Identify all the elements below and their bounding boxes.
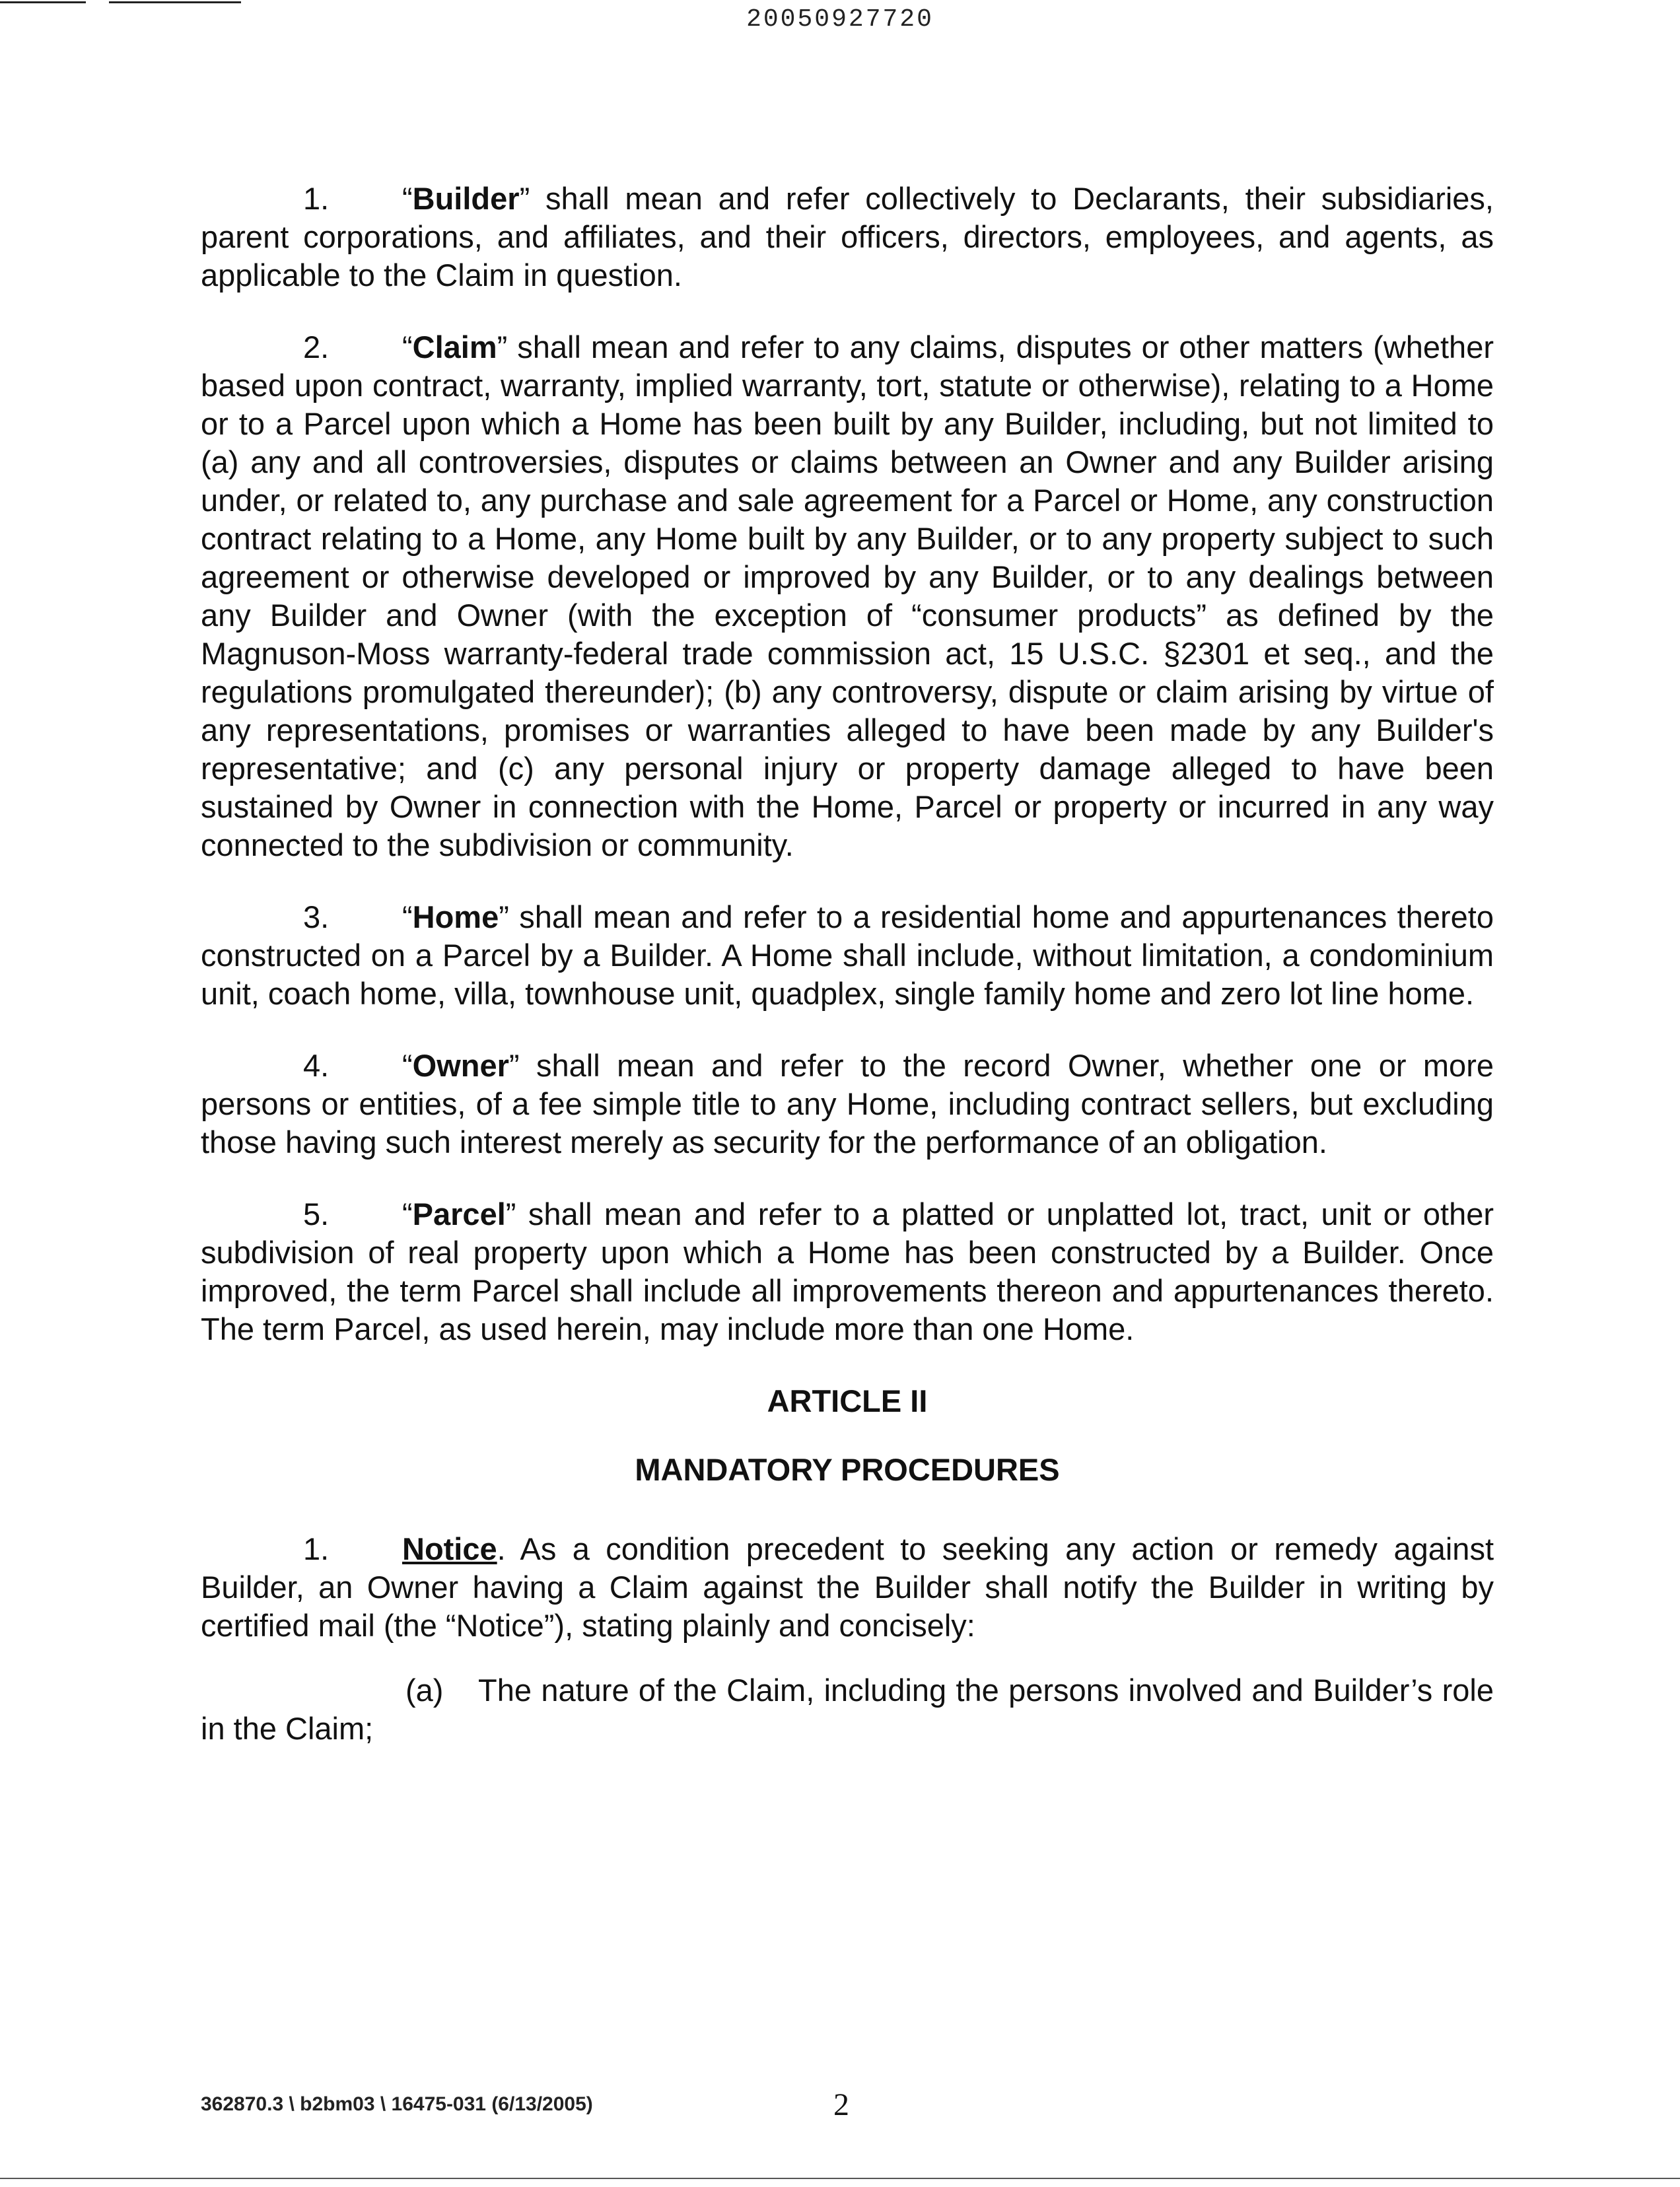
subparagraph-text: The nature of the Claim, including the persons involved and Builder’s role in the Claim; xyxy=(201,1673,1494,1746)
defined-term: Builder xyxy=(412,181,520,216)
definition-text: shall mean and refer to a residential home and appurtenances thereto constructed on a Parcel by a Builder. A Home shall include, without limitation, a condominium unit, coach home, villa, townhouse unit, quadplex, single family home and zero lot line home. xyxy=(201,899,1494,1011)
article-heading: ARTICLE II xyxy=(767,1383,928,1418)
definition-text: shall mean and refer to any claims, disputes or other matters (whether based upon contract, warranty, implied warranty, tort, statute or otherwise), relating to a Home or to a Parcel upon which a Home has been built by any Builder, including, but not limited to (a) any and all controversies, disputes or claims between an Owner and any Builder arising under, or related to, any purchase and sale agreement for a Parcel or Home, any construction contract relating to a Home, any Home built by any Builder, or to any property subject to such agreement or otherwise developed or improved by any Builder, or to any dealings between any Builder and Owner (with the exception of “consumer products” as defined by the Magnuson-Moss warranty-federal trade commission act, 15 U.S.C. §2301 et seq., and the regulations promulgated thereunder); (b) any controversy, dispute or claim arising by virtue of any representations, promises or warranties alleged to have been made by any Builder's representative; and (c) any personal injury or property damage alleged to have been sustained by Owner in connection with the Home, Parcel or property or incurred in any way connected to the subdivision or community. xyxy=(201,330,1494,862)
defined-term: Claim xyxy=(412,330,497,364)
page-number: 2 xyxy=(833,2087,849,2122)
definition-number: 2. xyxy=(303,330,330,364)
definition-text: shall mean and refer collectively to Declarants, their subsidiaries, parent corporations, and affiliates, and their officers, directors, employees, and agents, as applicable to the Claim in question. xyxy=(201,181,1494,293)
notice-text: . As a condition precedent to seeking any action or remedy against Builder, an Owner having a Claim against the Builder shall notify the Builder in writing by certified mail (the “Notice”), stating plainly and concisely: xyxy=(201,1531,1494,1643)
definition-number: 5. xyxy=(303,1197,330,1232)
definition-text: shall mean and refer to the record Owner, whether one or more persons or entities, of a fee simple title to any Home, including contract sellers, but excluding those having such interest merely as security for the performance of an obligation. xyxy=(201,1048,1494,1160)
subparagraph-a xyxy=(201,1671,1494,1748)
definition-builder: 1. “Builder” shall mean and refer collectively to Declarants, their subsidiaries, parent corporations, and affiliates, and their officers, directors, employees, and agents, as applicable to the Claim in question. xyxy=(201,181,1494,293)
notice-heading: Notice xyxy=(402,1531,497,1566)
footer-document-id: 362870.3 \ b2bm03 \ 16475-031 (6/13/2005) xyxy=(201,2093,593,2115)
definition-claim: 2. “Claim” shall mean and refer to any claims, disputes or other matters (whether based upon contract, warranty, implied warranty, tort, statute or otherwise), relating to a Home or to a Parcel upon which a Home has been built by any Builder, including, but not limited to (a) any and all controversies, disputes or claims between an Owner and any Builder arising under, or related to, any purchase and sale agreement for a Parcel or Home, any construction contract relating to a Home, any Home built by any Builder, or to any property subject to such agreement or otherwise developed or improved by any Builder, or to any dealings between any Builder and Owner (with the exception of “consumer products” as defined by the Magnuson-Moss warranty-federal trade commission act, 15 U.S.C. §2301 et seq., and the regulations promulgated thereunder); (b) any controversy, dispute or claim arising by virtue of any representations, promises or warranties alleged to have been made by any Builder's representative; and (c) any personal injury or property damage alleged to have been sustained by Owner in connection with the Home, Parcel or property or incurred in any way connected to the subdivision or community. xyxy=(201,330,1494,862)
definition-number: 4. xyxy=(303,1048,330,1083)
defined-term: Home xyxy=(412,899,499,934)
definition-number: 3. xyxy=(303,899,330,934)
scan-artifact-bottom xyxy=(0,2178,1680,2179)
defined-term: Owner xyxy=(412,1048,509,1083)
definition-owner: 4. “Owner” shall mean and refer to the record Owner, whether one or more persons or entities, of a fee simple title to any Home, including contract sellers, but excluding those having such interest merely as security for the performance of an obligation. xyxy=(201,1048,1494,1160)
scan-artifact-top-left xyxy=(0,1,86,3)
definition-home: 3. “Home” shall mean and refer to a residential home and appurtenances thereto constructed on a Parcel by a Builder. A Home shall include, without limitation, a condominium unit, coach home, villa, townhouse unit, quadplex, single family home and zero lot line home. xyxy=(201,899,1494,1011)
notice-paragraph xyxy=(201,1530,1494,1645)
document-body xyxy=(201,180,1494,1748)
article-title: MANDATORY PROCEDURES xyxy=(635,1452,1060,1487)
definition-text: shall mean and refer to a platted or unplatted lot, tract, unit or other subdivision of real property upon which a Home has been constructed by a Builder. Once improved, the term Parcel shall include all improvements thereon and appurtenances thereto. The term Parcel, as used herein, may include more than one Home. xyxy=(201,1197,1494,1346)
subparagraph-label: (a) xyxy=(405,1673,444,1708)
definition-parcel: 5. “Parcel” shall mean and refer to a platted or unplatted lot, tract, unit or other subdivision of real property upon which a Home has been constructed by a Builder. Once improved, the term Parcel shall include all improvements thereon and appurtenances thereto. The term Parcel, as used herein, may include more than one Home. xyxy=(201,1197,1494,1346)
scan-artifact-top xyxy=(109,1,241,3)
defined-term: Parcel xyxy=(412,1197,506,1232)
definition-number: 1. xyxy=(303,181,330,216)
document-number: 20050927720 xyxy=(746,5,934,34)
notice-number: 1. xyxy=(303,1531,330,1566)
